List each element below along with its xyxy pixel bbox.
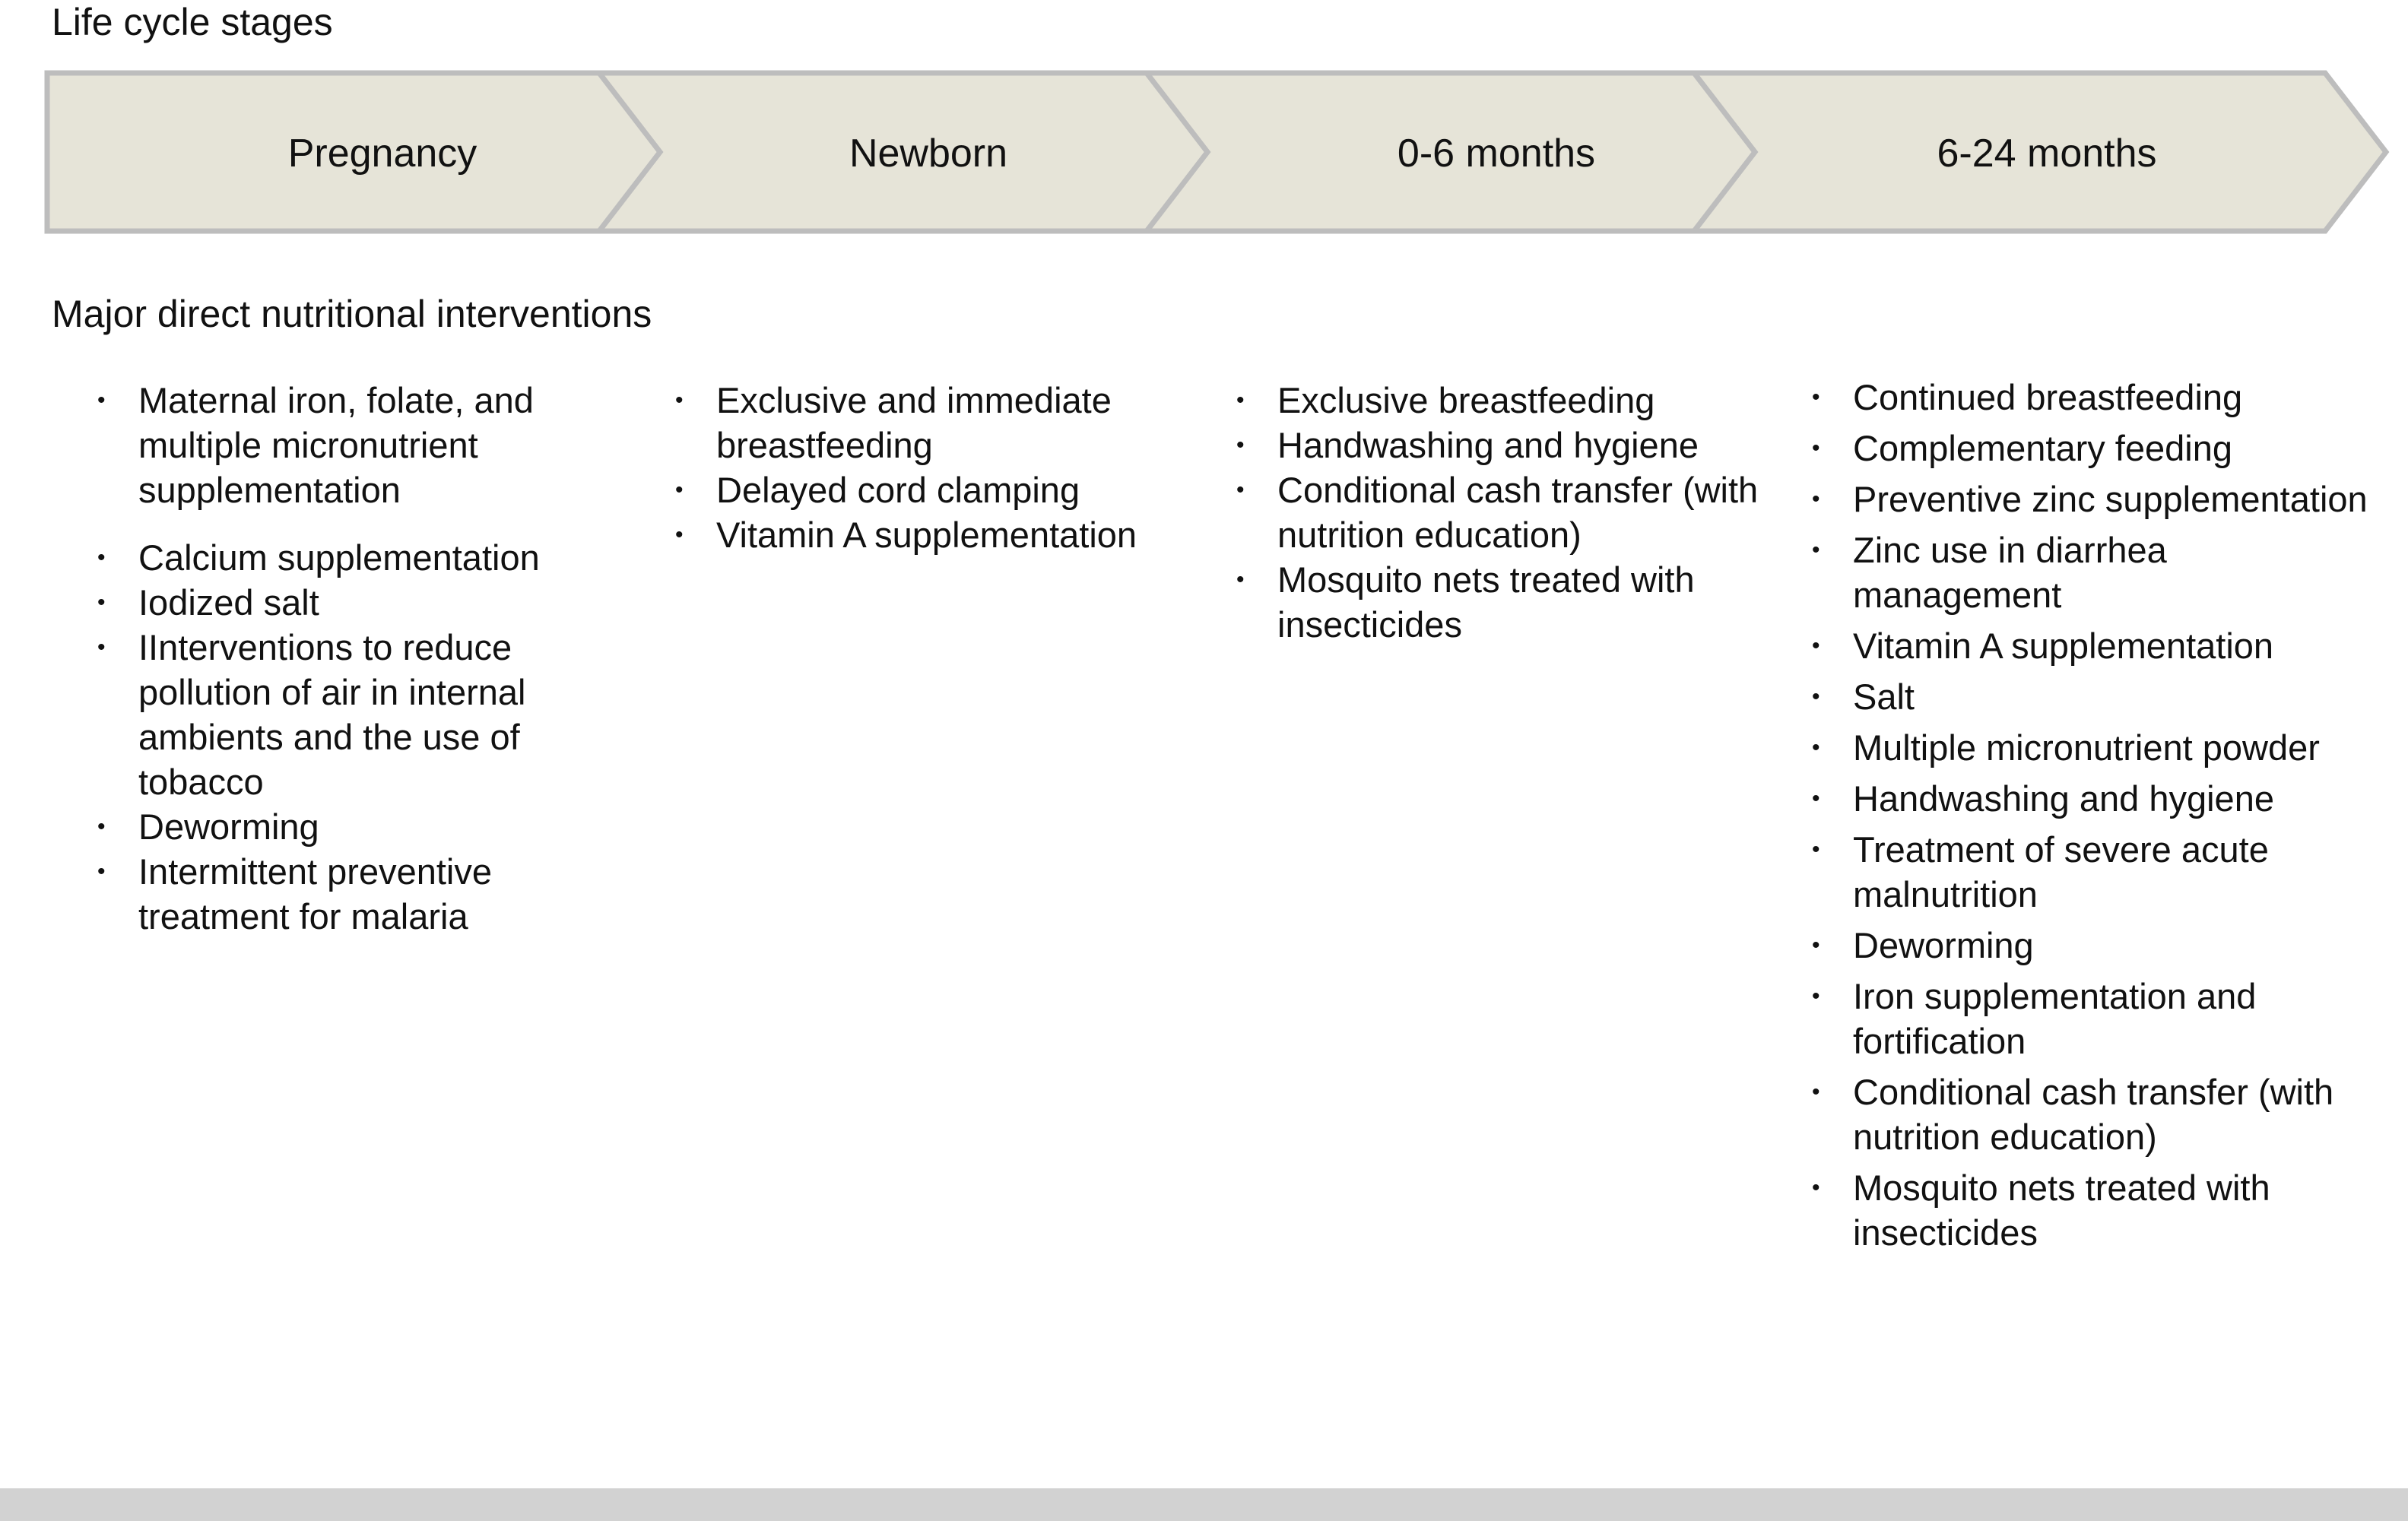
list-item: • Exclusive and immediate breastfeeding bbox=[675, 378, 1200, 467]
list-item: • Handwashing and hygiene bbox=[1812, 776, 2375, 821]
list-item: • Preventive zinc supplementation bbox=[1812, 477, 2375, 521]
bottom-divider-bar bbox=[0, 1488, 2408, 1521]
newborn-interventions-list bbox=[675, 378, 1200, 557]
list-item: • Deworming bbox=[97, 804, 622, 849]
list-item: • Calcium supplementation bbox=[97, 535, 622, 580]
list-item: • Vitamin A supplementation bbox=[675, 512, 1200, 557]
list-item: • Mosquito nets treated with insecticides bbox=[1236, 557, 1784, 647]
list-item: • Intermittent preventive treatment for malaria bbox=[97, 849, 622, 939]
list-item: • Handwashing and hygiene bbox=[1236, 423, 1784, 467]
list-item: • Iron supplementation and fortification bbox=[1812, 974, 2375, 1063]
interventions-heading: Major direct nutritional interventions bbox=[52, 293, 652, 335]
list-item: • Mosquito nets treated with insecticides bbox=[1812, 1165, 2375, 1255]
list-item: • Conditional cash transfer (with nutrition education) bbox=[1236, 467, 1784, 557]
stage-label-0-6-months: 0-6 months bbox=[1397, 132, 1596, 176]
stage-label-pregnancy: Pregnancy bbox=[287, 132, 477, 176]
list-item: • Iodized salt bbox=[97, 580, 622, 625]
life-cycle-heading: Life cycle stages bbox=[52, 1, 333, 43]
list-item: • Conditional cash transfer (with nutrition education) bbox=[1812, 1069, 2375, 1159]
list-item: • Delayed cord clamping bbox=[675, 467, 1200, 512]
list-item: • Exclusive breastfeeding bbox=[1236, 378, 1784, 423]
life-cycle-chevron-bar bbox=[0, 0, 2408, 251]
list-item: • Salt bbox=[1812, 674, 2375, 719]
list-item: • Vitamin A supplementation bbox=[1812, 623, 2375, 668]
list-item: • Zinc use in diarrhea management bbox=[1812, 528, 2375, 617]
stage-label-newborn: Newborn bbox=[849, 132, 1008, 176]
stage-label-6-24-months: 6-24 months bbox=[1937, 132, 2157, 176]
list-item: • Treatment of severe acute malnutrition bbox=[1812, 827, 2375, 917]
pregnancy-interventions-list bbox=[97, 378, 622, 939]
list-item: • Complementary feeding bbox=[1812, 426, 2375, 471]
list-item: • Maternal iron, folate, and multiple micronutrient supplementation bbox=[97, 378, 622, 512]
list-item: • Multiple micronutrient powder bbox=[1812, 725, 2375, 770]
list-item: • Deworming bbox=[1812, 923, 2375, 968]
6-24-months-interventions-list bbox=[1812, 375, 2375, 1261]
list-item: • IInterventions to reduce pollution of air in internal ambients and the use of tobacco bbox=[97, 625, 622, 804]
0-6-months-interventions-list bbox=[1236, 378, 1784, 647]
list-item: • Continued breastfeeding bbox=[1812, 375, 2375, 420]
